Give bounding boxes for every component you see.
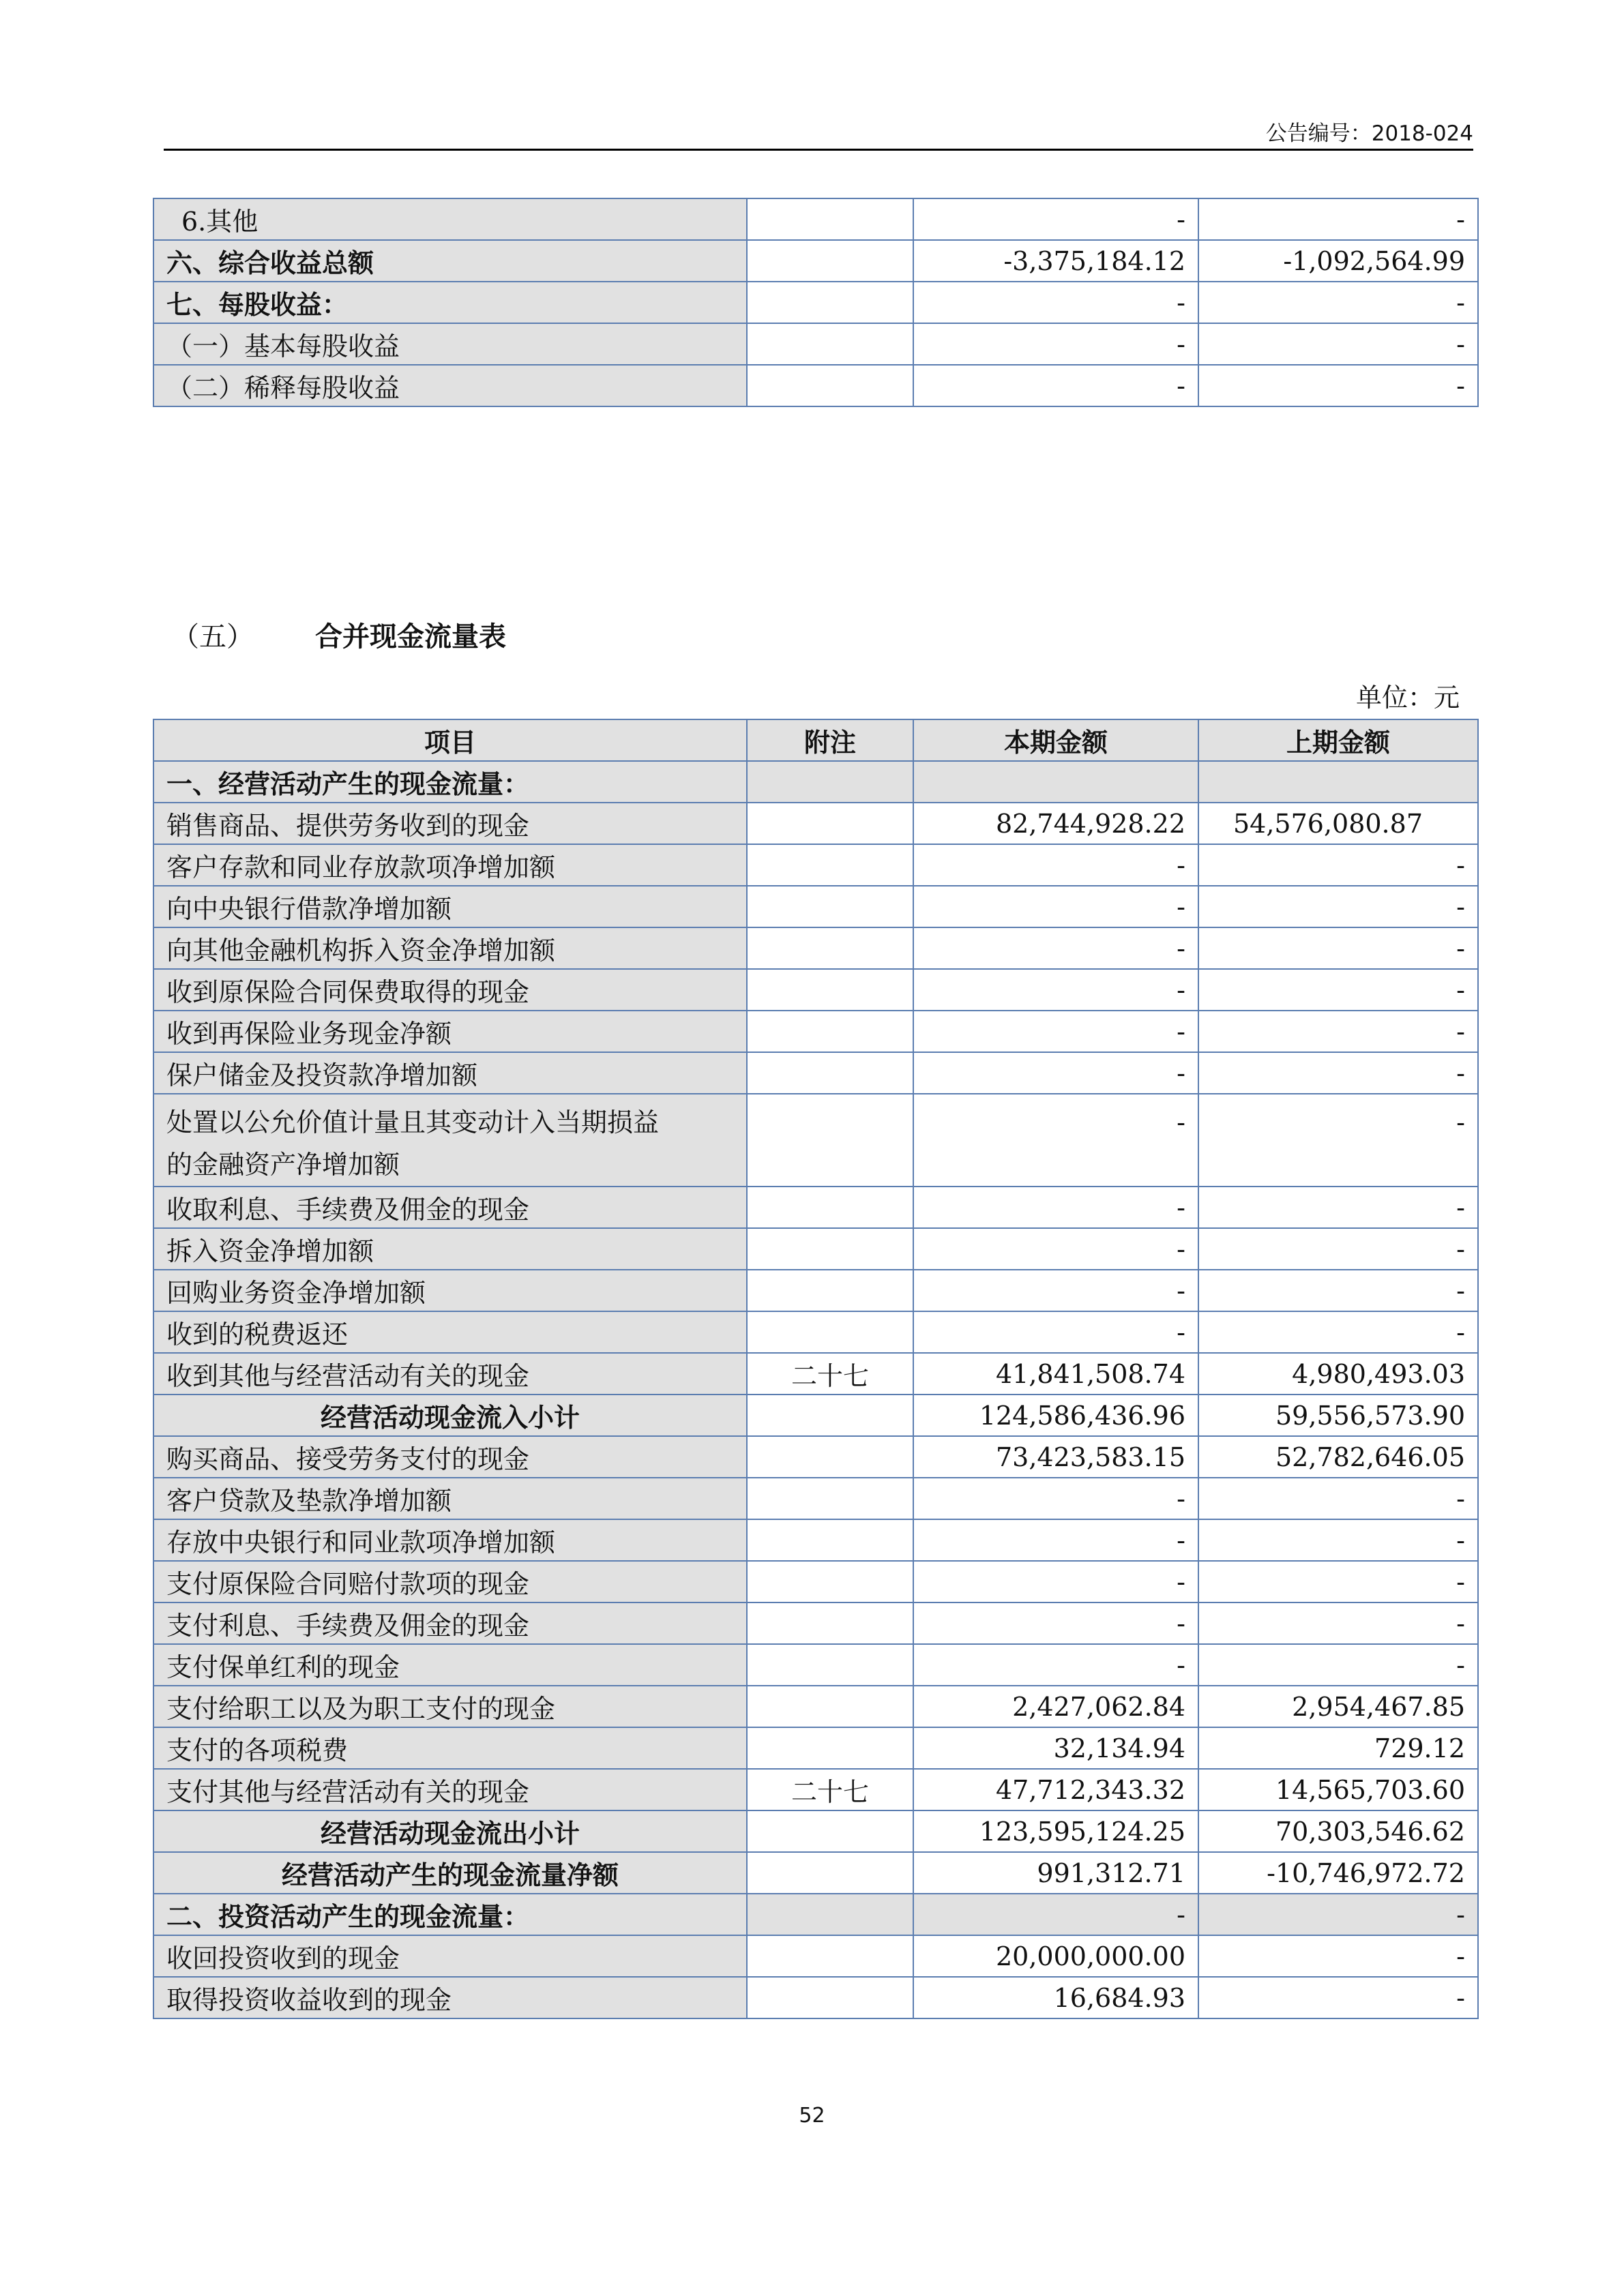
row-label: 客户存款和同业存放款项净增加额: [153, 844, 747, 886]
note-cell: [747, 1187, 913, 1228]
current-amount: -: [913, 927, 1198, 969]
income-statement-tail-table: [153, 198, 1479, 407]
note-cell: [747, 1270, 913, 1311]
current-amount: 32,134.94: [913, 1727, 1198, 1769]
row-label: （一）基本每股收益: [153, 323, 747, 365]
current-amount: 2,427,062.84: [913, 1686, 1198, 1727]
table-row: [153, 1561, 1478, 1602]
current-amount: 47,712,343.32: [913, 1769, 1198, 1810]
current-amount: -: [913, 282, 1198, 323]
prior-amount: 4,980,493.03: [1198, 1353, 1478, 1395]
note-cell: [747, 240, 913, 282]
table-row: [153, 240, 1478, 282]
table-row: [153, 1094, 1478, 1187]
table-row: [153, 323, 1478, 365]
table-row: [153, 1519, 1478, 1561]
row-label: 二、投资活动产生的现金流量：: [153, 1894, 747, 1935]
row-label: 收到其他与经营活动有关的现金: [153, 1353, 747, 1395]
current-amount: -: [913, 969, 1198, 1011]
row-label: 经营活动产生的现金流量净额: [153, 1852, 747, 1894]
row-label: 支付原保险合同赔付款项的现金: [153, 1561, 747, 1602]
row-label: 经营活动现金流入小计: [153, 1395, 747, 1436]
note-cell: [747, 365, 913, 406]
prior-amount: -: [1198, 1311, 1478, 1353]
prior-amount: -10,746,972.72: [1198, 1852, 1478, 1894]
prior-amount: -: [1198, 1561, 1478, 1602]
current-amount: -: [913, 1270, 1198, 1311]
table-row: [153, 1686, 1478, 1727]
table-row: [153, 803, 1478, 844]
note-cell: [747, 1810, 913, 1852]
table-row: [153, 927, 1478, 969]
row-label: 支付其他与经营活动有关的现金: [153, 1769, 747, 1810]
row-label: 六、综合收益总额: [153, 240, 747, 282]
prior-amount: -: [1198, 198, 1478, 240]
section-title: [172, 615, 506, 654]
current-amount: -: [913, 365, 1198, 406]
table-row: [153, 886, 1478, 927]
row-label: 收回投资收到的现金: [153, 1935, 747, 1977]
note-cell: [747, 761, 913, 803]
current-amount: 16,684.93: [913, 1977, 1198, 2018]
prior-amount: -: [1198, 1011, 1478, 1052]
table-row: [153, 1769, 1478, 1810]
prior-amount: -: [1198, 1935, 1478, 1977]
note-cell: [747, 1894, 913, 1935]
note-cell: [747, 1935, 913, 1977]
row-label: 回购业务资金净增加额: [153, 1270, 747, 1311]
table-row: [153, 1935, 1478, 1977]
prior-amount: 59,556,573.90: [1198, 1395, 1478, 1436]
current-amount: -: [913, 1094, 1198, 1187]
current-amount: 82,744,928.22: [913, 803, 1198, 844]
row-label-line-1: 处置以公允价值计量且其变动计入当期损益: [166, 1107, 660, 1137]
note-cell: [747, 1395, 913, 1436]
prior-amount: -: [1198, 969, 1478, 1011]
current-amount: -: [913, 1052, 1198, 1094]
note-cell: [747, 803, 913, 844]
current-amount: 124,586,436.96: [913, 1395, 1198, 1436]
table-row: [153, 1187, 1478, 1228]
prior-amount: -: [1198, 1602, 1478, 1644]
note-cell: [747, 1478, 913, 1519]
note-cell: [747, 1977, 913, 2018]
column-header-note: 附注: [747, 719, 913, 761]
current-amount: -: [913, 1561, 1198, 1602]
row-label: 收取利息、手续费及佣金的现金: [153, 1187, 747, 1228]
table-row: [153, 1311, 1478, 1353]
note-cell: [747, 1644, 913, 1686]
table-row: [153, 1727, 1478, 1769]
table-row: [153, 1602, 1478, 1644]
page-number: 52: [799, 2104, 825, 2128]
note-cell: [747, 1094, 913, 1187]
table-row: [153, 1644, 1478, 1686]
current-amount: -: [913, 1602, 1198, 1644]
prior-amount: -: [1198, 1519, 1478, 1561]
row-label: 取得投资收益收到的现金: [153, 1977, 747, 2018]
row-label: 收到的税费返还: [153, 1311, 747, 1353]
current-amount: -: [913, 886, 1198, 927]
column-header-item: 项目: [153, 719, 747, 761]
note-cell: [747, 886, 913, 927]
current-amount: -: [913, 1311, 1198, 1353]
prior-amount: -: [1198, 1228, 1478, 1270]
note-cell: [747, 323, 913, 365]
table-row: [153, 1052, 1478, 1094]
prior-amount: -: [1198, 1187, 1478, 1228]
current-amount: 41,841,508.74: [913, 1353, 1198, 1395]
current-amount: -: [913, 323, 1198, 365]
prior-amount: -: [1198, 844, 1478, 886]
table-row: [153, 1894, 1478, 1935]
note-cell: 二十七: [747, 1353, 913, 1395]
row-label: 七、每股收益：: [153, 282, 747, 323]
note-cell: [747, 927, 913, 969]
table-row: [153, 969, 1478, 1011]
table-row: [153, 1395, 1478, 1436]
note-cell: [747, 1311, 913, 1353]
cash-flow-table: [153, 719, 1479, 2019]
prior-amount: -: [1198, 1977, 1478, 2018]
current-amount: -: [913, 1894, 1198, 1935]
current-amount: -: [913, 1011, 1198, 1052]
current-amount: -: [913, 198, 1198, 240]
table-row: [153, 1270, 1478, 1311]
prior-amount: 2,954,467.85: [1198, 1686, 1478, 1727]
note-cell: [747, 1727, 913, 1769]
row-label: 销售商品、提供劳务收到的现金: [153, 803, 747, 844]
section-title-text: 合并现金流量表: [315, 621, 506, 653]
note-cell: [747, 198, 913, 240]
table-row: [153, 1228, 1478, 1270]
row-label: 支付利息、手续费及佣金的现金: [153, 1602, 747, 1644]
row-label: 购买商品、接受劳务支付的现金: [153, 1436, 747, 1478]
table-row: [153, 1810, 1478, 1852]
row-label: 经营活动现金流出小计: [153, 1810, 747, 1852]
prior-amount: -: [1198, 1270, 1478, 1311]
row-label: 6.其他: [153, 198, 747, 240]
row-label: 向中央银行借款净增加额: [153, 886, 747, 927]
current-amount: -: [913, 1644, 1198, 1686]
current-amount: 73,423,583.15: [913, 1436, 1198, 1478]
current-amount: -: [913, 1228, 1198, 1270]
prior-amount: -: [1198, 1644, 1478, 1686]
prior-amount: -: [1198, 365, 1478, 406]
prior-amount: -: [1198, 282, 1478, 323]
prior-amount: -: [1198, 1894, 1478, 1935]
table-row: [153, 761, 1478, 803]
prior-amount: -: [1198, 1478, 1478, 1519]
note-cell: [747, 969, 913, 1011]
table-row: [153, 1353, 1478, 1395]
note-cell: [747, 1602, 913, 1644]
row-label: 支付给职工以及为职工支付的现金: [153, 1686, 747, 1727]
row-label: 客户贷款及垫款净增加额: [153, 1478, 747, 1519]
table-row: [153, 1977, 1478, 2018]
unit-label: 单位：元: [1355, 683, 1460, 713]
prior-amount: 52,782,646.05: [1198, 1436, 1478, 1478]
table-row: [153, 1436, 1478, 1478]
current-amount: -3,375,184.12: [913, 240, 1198, 282]
prior-amount: 54,576,080.87: [1198, 803, 1478, 844]
note-cell: [747, 1686, 913, 1727]
note-cell: [747, 844, 913, 886]
table-row: [153, 1011, 1478, 1052]
prior-amount: 14,565,703.60: [1198, 1769, 1478, 1810]
current-amount: 20,000,000.00: [913, 1935, 1198, 1977]
note-cell: [747, 1052, 913, 1094]
current-amount: 123,595,124.25: [913, 1810, 1198, 1852]
table-row: [153, 282, 1478, 323]
column-header-prior: 上期金额: [1198, 719, 1478, 761]
table-row: [153, 1478, 1478, 1519]
row-label: [153, 1094, 747, 1187]
prior-amount: -: [1198, 1052, 1478, 1094]
section-index: （五）: [172, 621, 254, 653]
note-cell: [747, 1561, 913, 1602]
column-header-current: 本期金额: [913, 719, 1198, 761]
current-amount: -: [913, 1519, 1198, 1561]
row-label: 收到原保险合同保费取得的现金: [153, 969, 747, 1011]
current-amount: -: [913, 1187, 1198, 1228]
row-label: 支付的各项税费: [153, 1727, 747, 1769]
row-label: 支付保单红利的现金: [153, 1644, 747, 1686]
row-label: 存放中央银行和同业款项净增加额: [153, 1519, 747, 1561]
table-row: [153, 198, 1478, 240]
note-cell: 二十七: [747, 1769, 913, 1810]
prior-amount: -: [1198, 323, 1478, 365]
prior-amount: -: [1198, 927, 1478, 969]
note-cell: [747, 1436, 913, 1478]
prior-amount: 729.12: [1198, 1727, 1478, 1769]
row-label: 向其他金融机构拆入资金净增加额: [153, 927, 747, 969]
row-label: （二）稀释每股收益: [153, 365, 747, 406]
prior-amount: -: [1198, 1094, 1478, 1187]
note-cell: [747, 282, 913, 323]
table-row: [153, 844, 1478, 886]
table-row: [153, 1852, 1478, 1894]
note-cell: [747, 1852, 913, 1894]
current-amount: [913, 761, 1198, 803]
prior-amount: 70,303,546.62: [1198, 1810, 1478, 1852]
current-amount: 991,312.71: [913, 1852, 1198, 1894]
prior-amount: -: [1198, 886, 1478, 927]
document-number: 公告编号：2018-024: [1265, 121, 1473, 146]
table-header-row: [153, 719, 1478, 761]
row-label: 保户储金及投资款净增加额: [153, 1052, 747, 1094]
current-amount: -: [913, 844, 1198, 886]
prior-amount: -1,092,564.99: [1198, 240, 1478, 282]
current-amount: -: [913, 1478, 1198, 1519]
row-label: 拆入资金净增加额: [153, 1228, 747, 1270]
note-cell: [747, 1228, 913, 1270]
header-rule: [164, 149, 1473, 151]
prior-amount: [1198, 761, 1478, 803]
row-label-line-2: 的金融资产净增加额: [166, 1150, 400, 1180]
table-row: [153, 365, 1478, 406]
note-cell: [747, 1519, 913, 1561]
note-cell: [747, 1011, 913, 1052]
row-label: 收到再保险业务现金净额: [153, 1011, 747, 1052]
row-label: 一、经营活动产生的现金流量：: [153, 761, 747, 803]
